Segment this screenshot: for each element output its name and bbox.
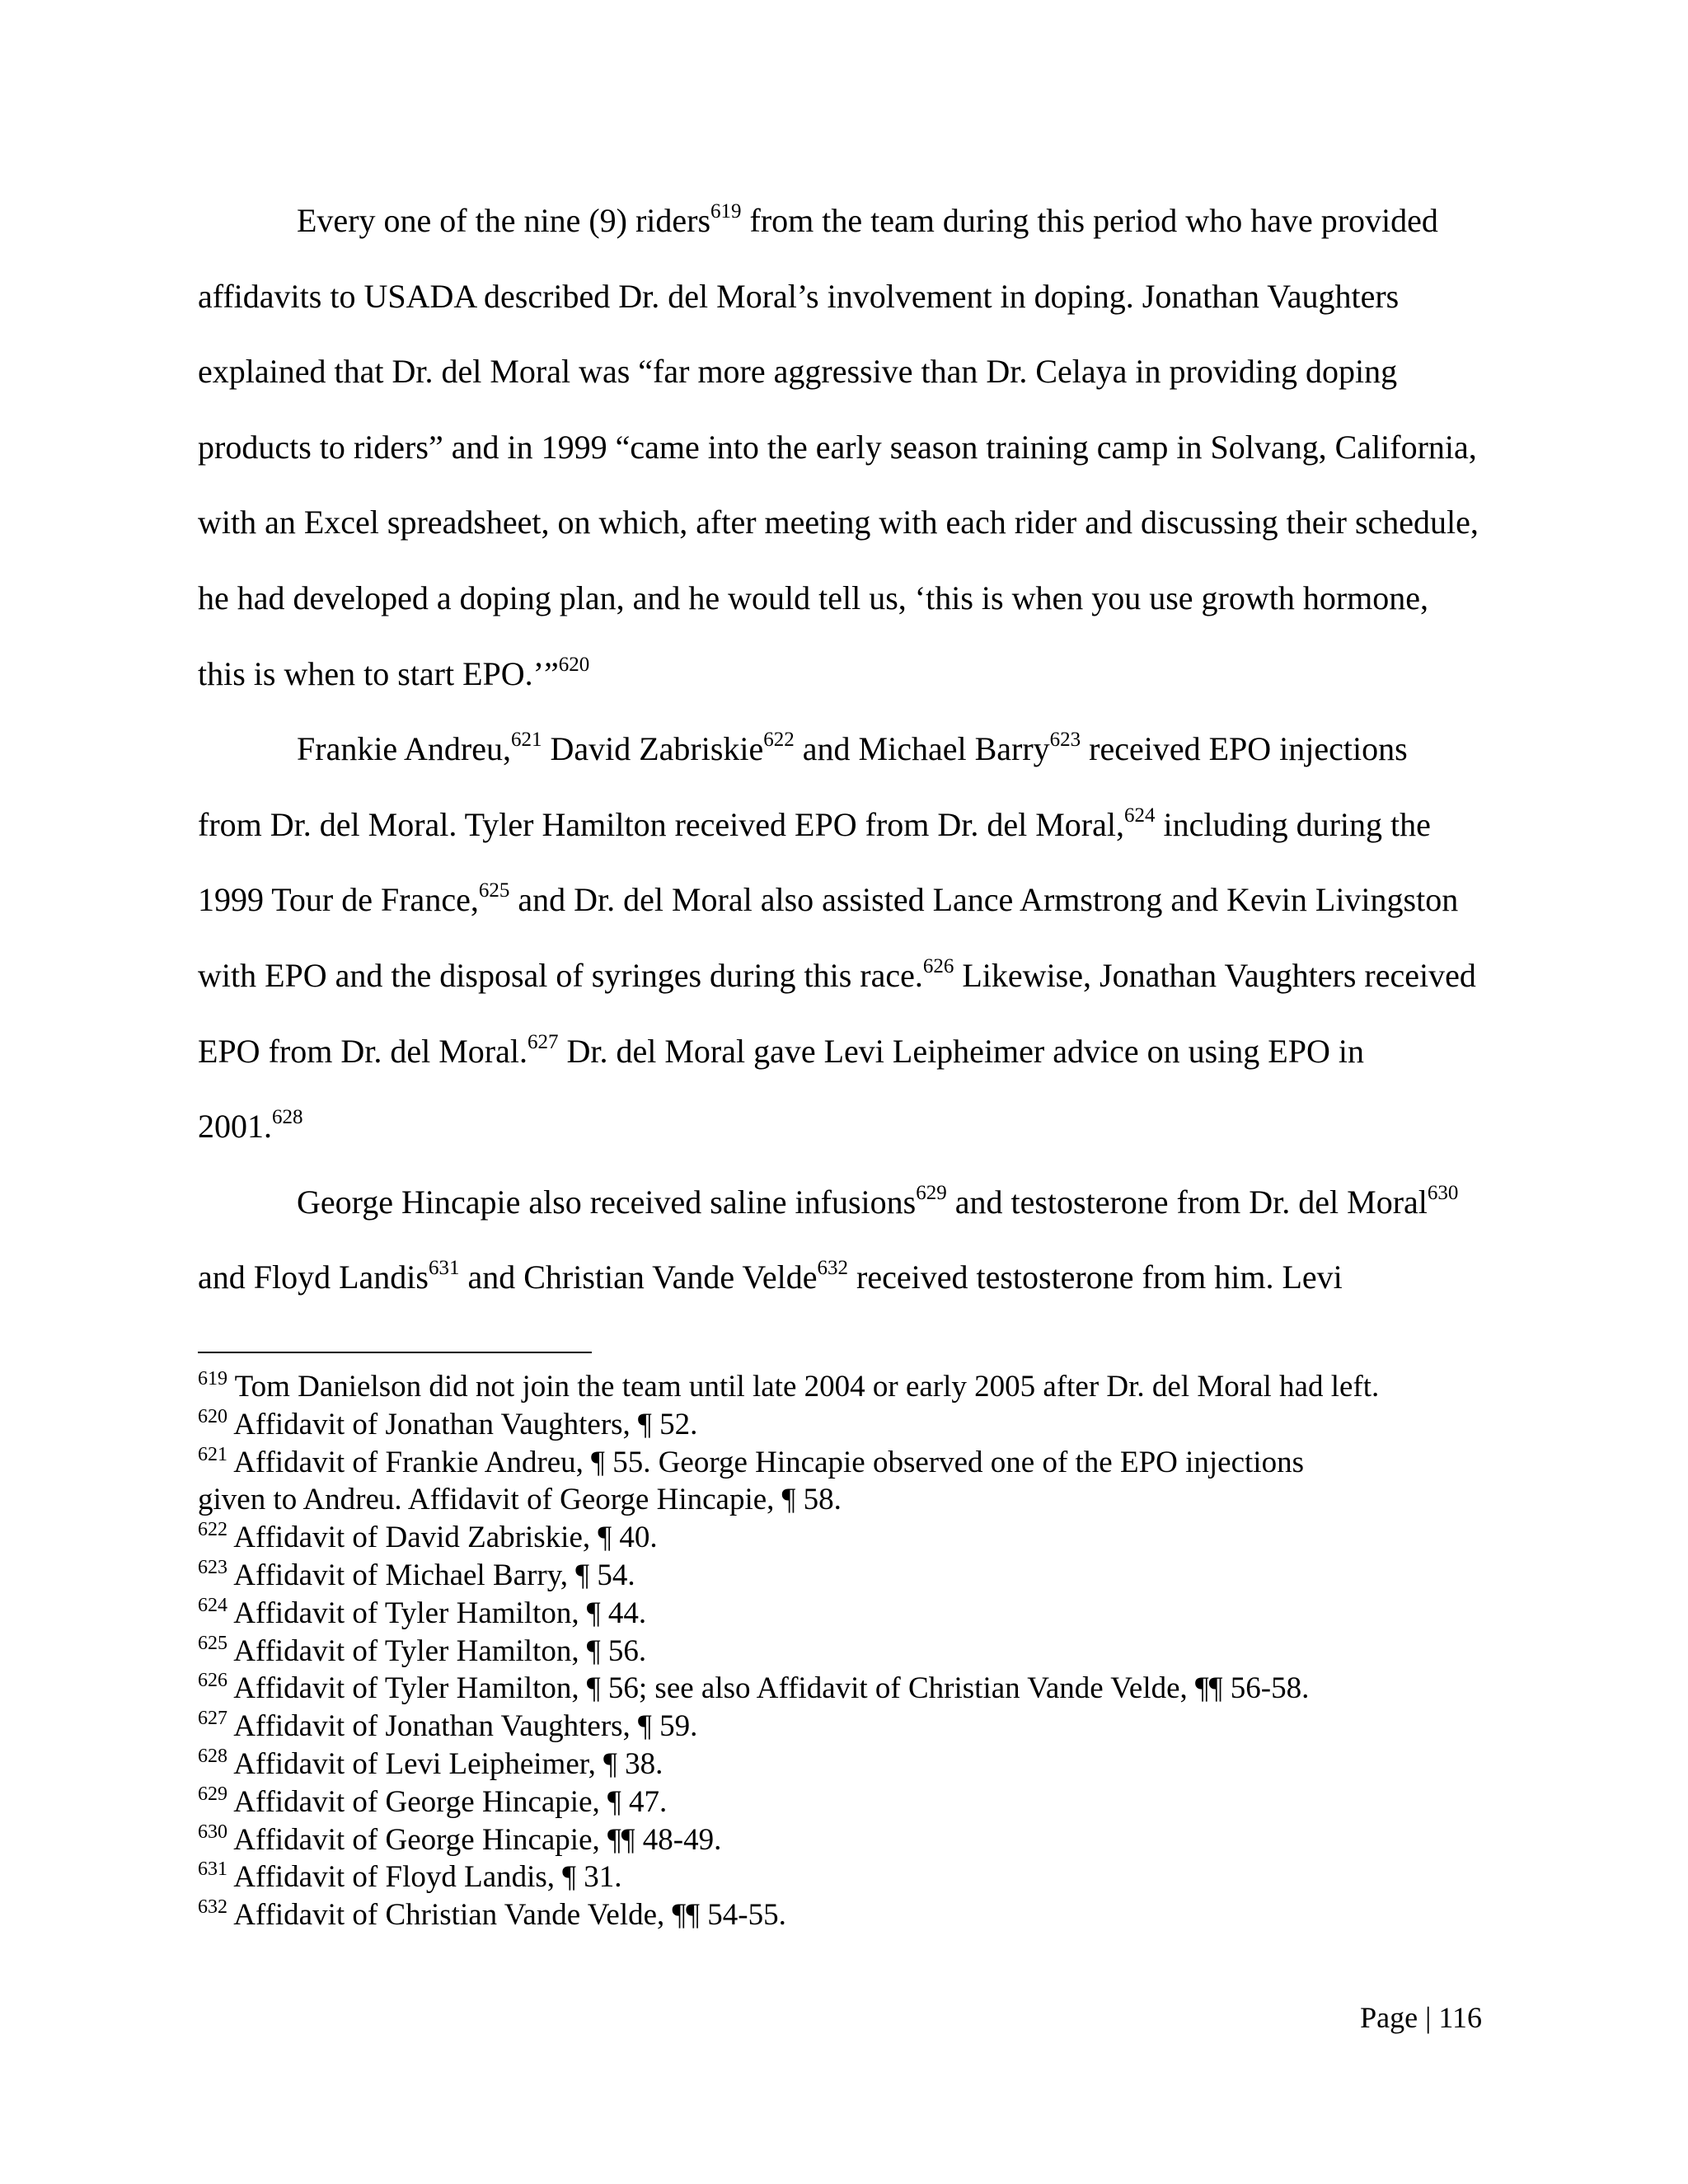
footnote-text: Affidavit of George Hincapie, ¶ 47. xyxy=(227,1784,668,1819)
footnote-line xyxy=(198,1858,1500,1896)
footnote-line xyxy=(198,1444,1500,1482)
text-run: Every one of the nine (9) riders xyxy=(297,202,711,239)
footnote-ref: 622 xyxy=(763,729,795,752)
footnote-text: Affidavit of Frankie Andreu, ¶ 55. George Hincapie observed one of the EPO injections xyxy=(227,1445,1304,1479)
footnote-text: Affidavit of Jonathan Vaughters, ¶ 52. xyxy=(227,1407,698,1441)
footnote-line xyxy=(198,1746,1500,1783)
footnote-ref: 623 xyxy=(198,1556,227,1578)
text-line xyxy=(198,183,1500,259)
footnote-line xyxy=(198,1519,1500,1557)
footnote-text: Affidavit of Tyler Hamilton, ¶ 56; see also Affidavit of Christian Vande Velde, ¶¶ 56-58. xyxy=(227,1671,1310,1706)
text-line xyxy=(198,334,1500,410)
text-run: received EPO injections xyxy=(1081,730,1408,768)
text-line xyxy=(198,410,1500,485)
footnote-ref: 627 xyxy=(527,1030,559,1053)
text-run: products to riders” and in 1999 “came into the early season training camp in Solvang, California, xyxy=(198,428,1477,466)
footnote-text: Affidavit of George Hincapie, ¶¶ 48-49. xyxy=(227,1822,722,1857)
paragraph xyxy=(198,711,1500,1165)
footnote-line xyxy=(198,1783,1500,1821)
footnote-line xyxy=(198,1557,1500,1595)
text-line xyxy=(198,485,1500,560)
text-run: Frankie Andreu, xyxy=(297,730,511,768)
footnote-line xyxy=(198,1633,1500,1671)
footnote-ref: 619 xyxy=(198,1368,227,1390)
footnote-ref: 621 xyxy=(198,1443,227,1465)
footnote-line xyxy=(198,1406,1500,1444)
text-line xyxy=(198,711,1500,787)
body-text xyxy=(198,183,1500,1315)
page-number: Page | 116 xyxy=(1360,2001,1482,2034)
footnote-text: Affidavit of Floyd Landis, ¶ 31. xyxy=(227,1860,622,1895)
footnote-line xyxy=(198,1821,1500,1859)
footnote-ref: 630 xyxy=(1427,1181,1459,1204)
text-run: and Floyd Landis xyxy=(198,1258,429,1296)
footnote-ref: 630 xyxy=(198,1821,227,1843)
text-run: from the team during this period who have provided xyxy=(741,202,1438,239)
footnote-ref: 624 xyxy=(1123,804,1156,827)
text-run: including during the xyxy=(1155,805,1431,843)
text-run: with EPO and the disposal of syringes during this race. xyxy=(198,956,923,994)
text-run: David Zabriskie xyxy=(542,730,764,768)
text-line xyxy=(198,862,1500,938)
text-run: and Dr. del Moral also assisted Lance Armstrong and Kevin Livingston xyxy=(509,881,1459,919)
text-run: and Michael Barry xyxy=(794,730,1050,768)
footnote-line xyxy=(198,1896,1500,1934)
text-run: Dr. del Moral gave Levi Leipheimer advice on using EPO in xyxy=(558,1032,1364,1070)
footnote-ref: 632 xyxy=(198,1896,227,1919)
text-run: and testosterone from Dr. del Moral xyxy=(946,1183,1428,1221)
footnote-text: Affidavit of Michael Barry, ¶ 54. xyxy=(227,1558,635,1592)
footnote-text: Affidavit of Levi Leipheimer, ¶ 38. xyxy=(227,1746,663,1781)
footnote-ref: 619 xyxy=(710,200,742,223)
text-run: from Dr. del Moral. Tyler Hamilton received EPO from Dr. del Moral, xyxy=(198,805,1124,843)
footnote-separator xyxy=(198,1352,592,1353)
footnote-ref: 629 xyxy=(916,1181,947,1204)
footnote-ref: 623 xyxy=(1049,729,1081,752)
footnote-text: given to Andreu. Affidavit of George Hincapie, ¶ 58. xyxy=(198,1483,842,1517)
text-line xyxy=(198,560,1500,636)
text-line xyxy=(198,1014,1500,1090)
text-line xyxy=(198,259,1500,335)
footnote-ref: 626 xyxy=(198,1670,227,1692)
text-line xyxy=(198,1240,1500,1315)
text-run: received testosterone from him. Levi xyxy=(848,1258,1343,1296)
footnote-ref: 624 xyxy=(198,1594,227,1616)
text-run: with an Excel spreadsheet, on which, after meeting with each rider and discussing their schedule, xyxy=(198,504,1479,541)
footnotes xyxy=(198,1368,1500,1934)
footnote-text: Affidavit of David Zabriskie, ¶ 40. xyxy=(227,1521,658,1555)
text-run: 2001. xyxy=(198,1108,272,1146)
footnote-line xyxy=(198,1595,1500,1633)
footnote-ref: 629 xyxy=(198,1783,227,1805)
footnote-text: Affidavit of Tyler Hamilton, ¶ 56. xyxy=(227,1633,647,1668)
text-run: and Christian Vande Velde xyxy=(459,1258,818,1296)
footnote-ref: 620 xyxy=(558,653,590,676)
footnote-line xyxy=(198,1368,1500,1406)
text-run: EPO from Dr. del Moral. xyxy=(198,1032,528,1070)
text-line xyxy=(198,1165,1500,1240)
footnote-line xyxy=(198,1481,1500,1519)
footnote-ref: 626 xyxy=(922,954,954,977)
text-line xyxy=(198,1089,1500,1165)
footnote-line xyxy=(198,1670,1500,1708)
footnote-ref: 621 xyxy=(510,729,542,752)
text-run: he had developed a doping plan, and he would tell us, ‘this is when you use growth hormone, xyxy=(198,579,1429,616)
text-line xyxy=(198,636,1500,712)
footnote-ref: 628 xyxy=(272,1106,303,1129)
footnote-ref: 628 xyxy=(198,1745,227,1767)
footnote-text: Affidavit of Jonathan Vaughters, ¶ 59. xyxy=(227,1709,698,1744)
text-run: this is when to start EPO.’” xyxy=(198,654,559,692)
text-line xyxy=(198,787,1500,863)
text-run: affidavits to USADA described Dr. del Moral’s involvement in doping. Jonathan Vaughters xyxy=(198,277,1400,315)
footnote-ref: 631 xyxy=(428,1257,460,1280)
paragraph xyxy=(198,1165,1500,1315)
footnote-ref: 625 xyxy=(198,1632,227,1654)
footnote-ref: 632 xyxy=(817,1257,848,1280)
text-run: Likewise, Jonathan Vaughters received xyxy=(954,956,1476,994)
footnote-text: Affidavit of Tyler Hamilton, ¶ 44. xyxy=(227,1596,647,1630)
text-run: George Hincapie also received saline infusions xyxy=(297,1183,917,1221)
text-run: 1999 Tour de France, xyxy=(198,881,479,919)
footnote-line xyxy=(198,1708,1500,1746)
footnote-text: Tom Danielson did not join the team until late 2004 or early 2005 after Dr. del Moral had left. xyxy=(227,1370,1380,1404)
footnote-ref: 620 xyxy=(198,1405,227,1427)
footnote-ref: 625 xyxy=(478,879,510,902)
footnote-text: Affidavit of Christian Vande Velde, ¶¶ 54-55. xyxy=(227,1898,786,1933)
text-run: explained that Dr. del Moral was “far more aggressive than Dr. Celaya in providing doping xyxy=(198,353,1398,391)
text-line xyxy=(198,938,1500,1014)
paragraph xyxy=(198,183,1500,711)
footnote-ref: 622 xyxy=(198,1519,227,1541)
footnote-ref: 631 xyxy=(198,1858,227,1881)
footnote-ref: 627 xyxy=(198,1708,227,1730)
